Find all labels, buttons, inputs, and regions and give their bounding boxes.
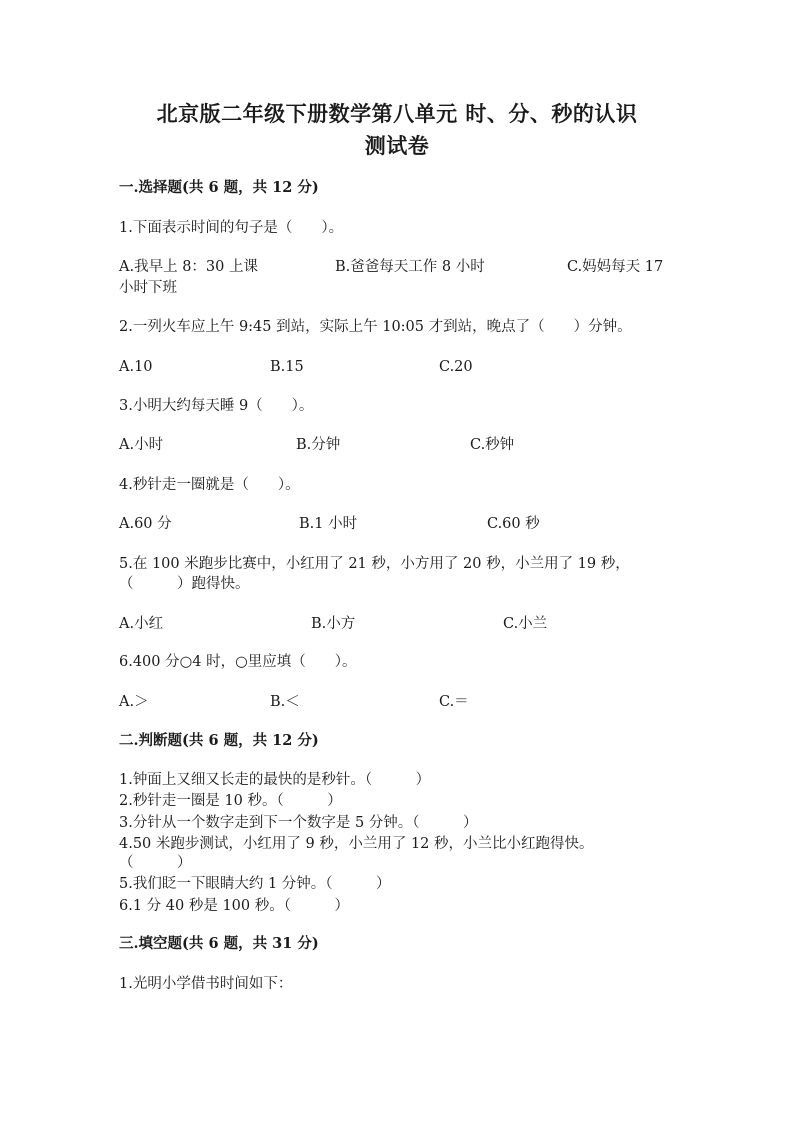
question-stem: 2.一列火车应上午 9:45 到站，实际上午 10:05 才到站，晚点了（ ）分钟。 <box>119 319 632 335</box>
option-c: C.＝ <box>439 694 469 710</box>
option-c: C.妈妈每天 17 <box>567 259 664 275</box>
option-a: A.小时 <box>119 437 164 453</box>
option-a: A.10 <box>119 359 153 375</box>
judgment-item-line2: （ ） <box>119 855 192 871</box>
judgment-item: 2.秒针走一圈是 10 秒。（ ） <box>119 793 342 809</box>
fill-item: 1.光明小学借书时间如下： <box>119 976 293 992</box>
judgment-item: 1.钟面上又细又长走的最快的是秒针。（ ） <box>119 772 431 788</box>
question-stem-line2: （ ）跑得快。 <box>119 576 250 592</box>
question-stem: 1.下面表示时间的句子是（ ）。 <box>119 220 344 236</box>
page-title-line1: 北京版二年级下册数学第八单元 时、分、秒的认识 <box>156 101 638 126</box>
section-header-choice: 一.选择题(共 6 题，共 12 分) <box>119 179 319 196</box>
page-title-line2: 测试卷 <box>364 133 430 158</box>
section-header-fill: 三.填空题(共 6 题，共 31 分) <box>119 935 319 952</box>
judgment-item: 3.分针从一个数字走到下一个数字是 5 分钟。（ ） <box>119 815 478 831</box>
option-c: C.60 秒 <box>487 516 540 532</box>
option-c: C.小兰 <box>503 616 548 632</box>
judgment-item: 6.1 分 40 秒是 100 秒。（ ） <box>119 898 349 914</box>
judgment-item: 4.50 米跑步测试，小红用了 9 秒，小兰用了 12 秒，小兰比小红跑得快。 <box>119 836 594 852</box>
question-stem: 4.秒针走一圈就是（ ）。 <box>119 477 300 493</box>
option-continuation: 小时下班 <box>119 280 177 296</box>
option-a: A.小红 <box>119 616 164 632</box>
option-b: B.爸爸每天工作 8 小时 <box>335 259 485 275</box>
option-a: A.60 分 <box>119 516 172 532</box>
question-stem: 6.400 分○4 时，○里应填（ ）。 <box>119 654 357 670</box>
judgment-item: 5.我们眨一下眼睛大约 1 分钟。（ ） <box>119 876 391 892</box>
option-b: B.分钟 <box>296 437 341 453</box>
option-b: B.1 小时 <box>299 516 358 532</box>
section-header-judgment: 二.判断题(共 6 题，共 12 分) <box>119 732 319 749</box>
option-c: C.20 <box>439 359 473 375</box>
option-a: A.我早上 8：30 上课 <box>119 259 258 275</box>
option-b: B.小方 <box>311 616 356 632</box>
question-stem: 5.在 100 米跑步比赛中，小红用了 21 秒，小方用了 20 秒，小兰用了 19 秒， <box>119 556 630 572</box>
option-c: C.秒钟 <box>470 437 515 453</box>
option-b: B.15 <box>270 359 304 375</box>
option-a: A.＞ <box>119 694 149 710</box>
option-b: B.＜ <box>270 694 300 710</box>
question-stem: 3.小明大约每天睡 9（ ）。 <box>119 398 314 414</box>
